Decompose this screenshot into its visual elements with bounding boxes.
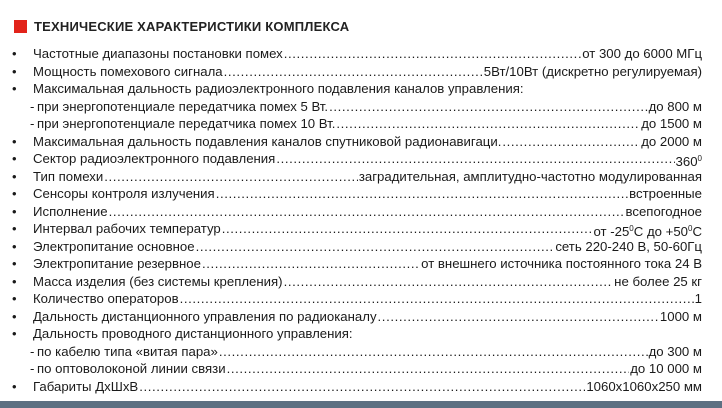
spec-label: по кабелю типа «витая пара»: [37, 343, 218, 359]
spec-value: сеть 220-240 В, 50-60Гц: [555, 238, 702, 254]
degree-mark: 0: [688, 224, 693, 233]
spec-list: [12, 45, 702, 395]
dot-leader: [329, 98, 648, 116]
dot-leader: [196, 238, 555, 256]
bullet-icon: •: [12, 168, 17, 184]
spec-label: Сектор радиоэлектронного подавления: [33, 151, 276, 166]
bullet-icon: •: [12, 291, 17, 306]
dot-leader: [180, 290, 694, 308]
page-title: ТЕХНИЧЕСКИЕ ХАРАКТЕРИСТИКИ КОМПЛЕКСА: [34, 18, 350, 34]
spec-value: 1: [694, 291, 702, 306]
spec-row-power: [12, 63, 702, 81]
dot-leader: [219, 343, 648, 361]
dash-icon: -: [30, 116, 35, 131]
degree-mark: 0: [629, 224, 634, 233]
bullet-icon: •: [12, 221, 17, 236]
spec-row-main-power: [12, 238, 702, 256]
spec-label: Масса изделия (без системы крепления): [33, 273, 283, 289]
spec-row-max-range-control: [12, 80, 702, 98]
spec-subrow-10w: [12, 115, 702, 133]
temp-min: от -25: [593, 224, 630, 239]
spec-label: Дальность дистанционного управления по радиоканалу: [33, 308, 377, 324]
bullet-icon: •: [12, 186, 17, 201]
spec-label: Максимальная дальность подавления каналов спутниковой радионавигаци.: [33, 133, 502, 149]
spec-value-main: 360: [675, 154, 698, 169]
bottom-band: [0, 401, 722, 408]
bullet-icon: •: [12, 273, 17, 289]
dot-leader: [284, 45, 581, 63]
bullet-icon: •: [12, 203, 17, 219]
spec-row-temperature: [12, 220, 702, 238]
dash-icon: -: [30, 343, 35, 359]
spec-row-jam-type: [12, 168, 702, 186]
spec-subrow-fiber: [12, 360, 702, 378]
temp-max: С до +50: [633, 224, 689, 239]
temp-unit: С: [692, 224, 702, 239]
dot-leader: [202, 255, 420, 273]
spec-label: при энергопотенциале передатчика помех 10 Вт.: [37, 116, 336, 131]
bullet-icon: •: [12, 133, 17, 149]
spec-label: Электропитание основное: [33, 238, 195, 254]
spec-value: до 1500 м: [641, 116, 702, 131]
dot-leader: [216, 185, 628, 203]
spec-row-radio-control: [12, 308, 702, 326]
dot-leader: [227, 360, 630, 378]
dash-icon: -: [30, 98, 35, 114]
spec-row-design: [12, 203, 702, 221]
red-square-icon: [14, 20, 27, 33]
spec-value: 5Вт/10Вт (дискретно регулируемая): [483, 63, 702, 79]
spec-value: 1060х1060х250 мм: [586, 378, 702, 394]
spec-subrow-twisted-pair: [12, 343, 702, 361]
spec-value: заградительная, амплитудно-частотно модулированная: [358, 168, 702, 184]
bullet-icon: •: [12, 308, 17, 324]
spec-value: 1000 м: [659, 308, 702, 324]
bullet-icon: •: [12, 151, 17, 166]
spec-label: Дальность проводного дистанционного управления:: [33, 326, 353, 341]
dot-leader: [224, 63, 483, 81]
dot-leader: [104, 168, 358, 186]
spec-row-operators: [12, 290, 702, 308]
spec-label: Сенсоры контроля излучения: [33, 186, 215, 201]
bullet-icon: •: [12, 81, 17, 96]
spec-row-sector: [12, 150, 702, 168]
spec-value: всепогодное: [625, 203, 702, 219]
spec-row-gnss-range: [12, 133, 702, 151]
spec-label: Максимальная дальность радиоэлектронного подавления каналов управления:: [33, 81, 524, 96]
dot-leader: [378, 308, 659, 326]
spec-label: Количество операторов: [33, 291, 179, 306]
spec-value: не более 25 кг: [614, 273, 702, 289]
dot-leader: [109, 203, 625, 221]
spec-value: до 300 м: [648, 343, 702, 359]
spec-row-backup-power: [12, 255, 702, 273]
spec-label: Частотные диапазоны постановки помех: [33, 46, 283, 61]
dash-icon: -: [30, 361, 35, 376]
spec-label: Электропитание резервное: [33, 256, 201, 271]
spec-label: Интервал рабочих температур: [33, 221, 221, 236]
spec-value: до 10 000 м: [630, 361, 702, 376]
spec-row-mass: [12, 273, 702, 291]
bullet-icon: •: [12, 326, 17, 341]
spec-label: Габариты ДхШхВ: [33, 378, 139, 394]
bullet-icon: •: [12, 46, 17, 61]
spec-label: при энергопотенциале передатчика помех 5 Вт.: [37, 98, 329, 114]
spec-value: от 300 до 6000 МГц: [582, 46, 702, 61]
bullet-icon: •: [12, 238, 17, 254]
spec-row-dimensions: [12, 378, 702, 396]
spec-row-sensors: [12, 185, 702, 203]
spec-label: по оптоволоконой линии связи: [37, 361, 226, 376]
bullet-icon: •: [12, 378, 17, 394]
spec-row-wired-control: [12, 325, 702, 343]
dot-leader: [336, 115, 640, 133]
spec-value: до 2000 м: [641, 133, 702, 149]
dot-leader: [139, 378, 585, 396]
spec-label: Исполнение: [33, 203, 108, 219]
bullet-icon: •: [12, 63, 17, 79]
spec-value: до 800 м: [648, 98, 702, 114]
spec-subrow-5w: [12, 98, 702, 116]
spec-row-frequency: [12, 45, 702, 63]
bullet-icon: •: [12, 256, 17, 271]
dot-leader: [284, 273, 614, 291]
dot-leader: [502, 133, 640, 151]
spec-value: от внешнего источника постоянного тока 24 В: [421, 256, 702, 271]
spec-label: Тип помехи: [33, 168, 104, 184]
spec-value: встроенные: [629, 186, 702, 201]
section-header: [14, 16, 349, 36]
degree-mark: 0: [697, 154, 702, 163]
spec-label: Мощность помехового сигнала: [33, 63, 223, 79]
